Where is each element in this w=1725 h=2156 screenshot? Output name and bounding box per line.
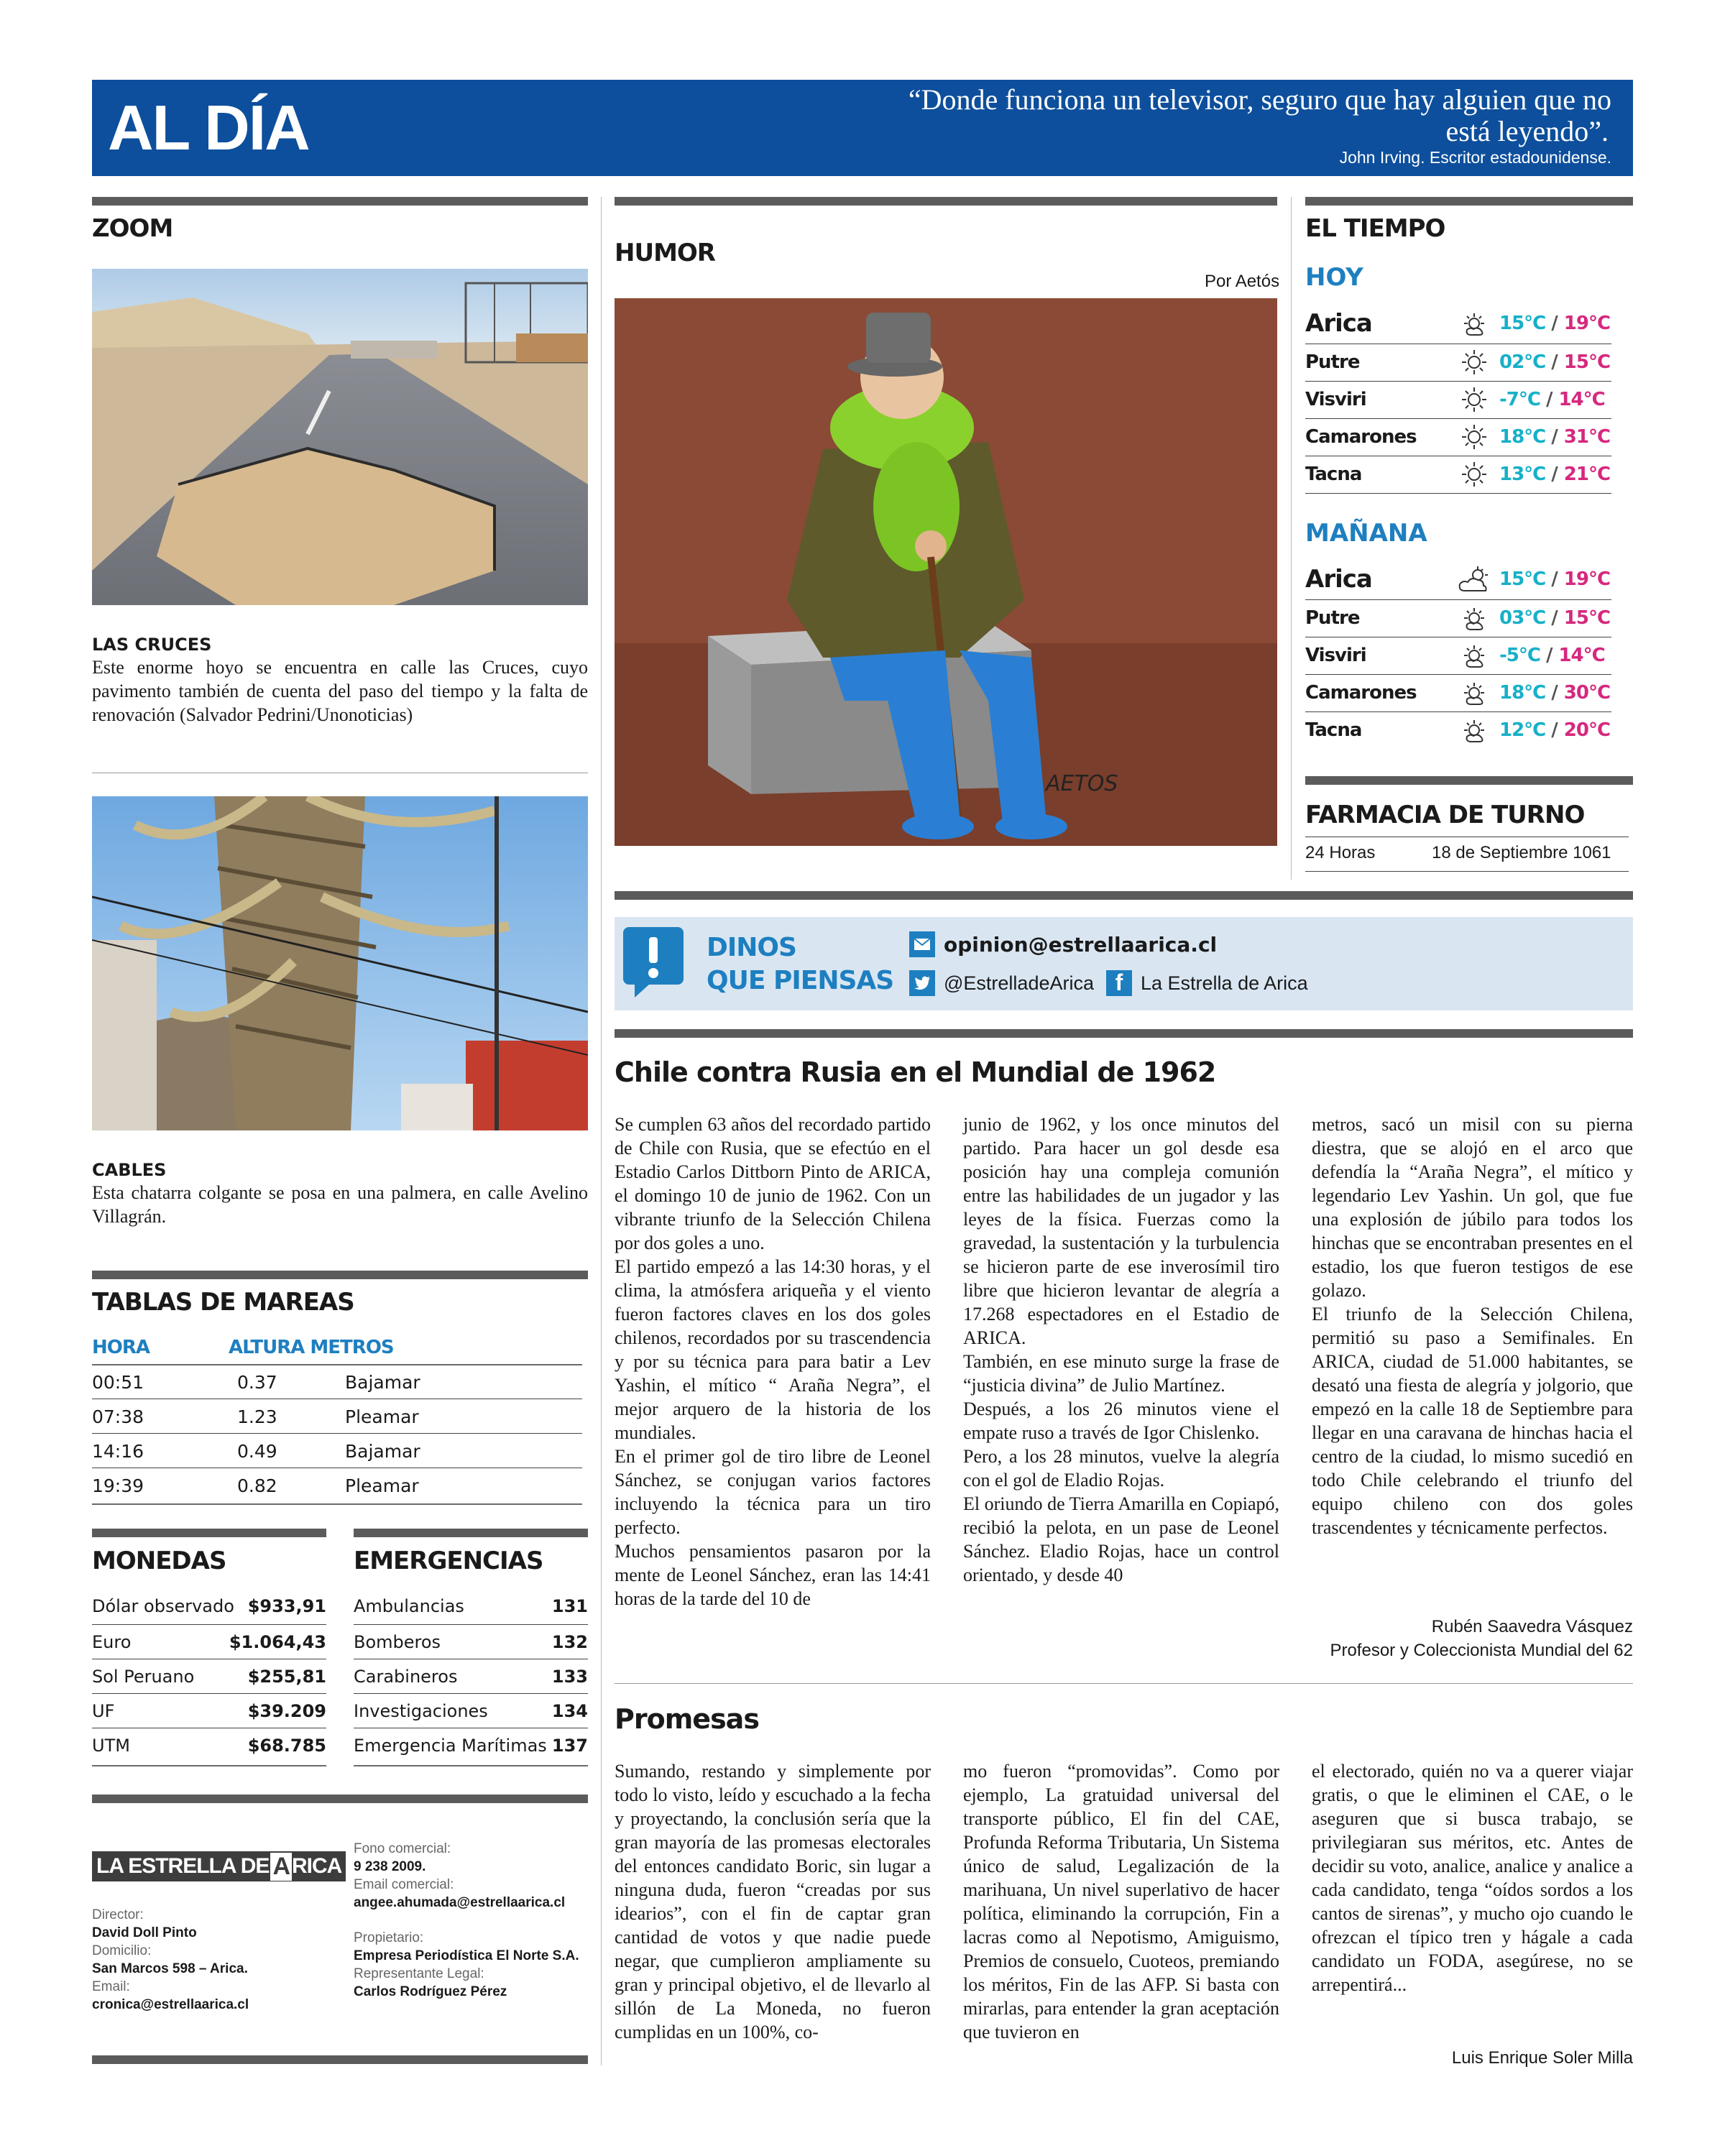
temp-max: 19°C	[1563, 313, 1611, 334]
email-label: Email:	[92, 1979, 130, 1994]
opinion-email-link[interactable]	[909, 931, 1217, 957]
section-header	[92, 80, 1633, 176]
tide-type: Bajamar	[345, 1440, 420, 1462]
opinion-title-line1: DINOS	[707, 933, 796, 962]
article2-title: Promesas	[615, 1703, 759, 1735]
emergencies-heading: EMERGENCIAS	[354, 1547, 543, 1575]
weather-city: Camarones	[1305, 426, 1417, 448]
weather-heading: EL TIEMPO	[1305, 214, 1445, 243]
currency-value: $933,91	[247, 1596, 326, 1616]
comm-email-label: Email comercial:	[354, 1877, 454, 1892]
palm-cables-photo	[92, 796, 588, 1130]
emergency-name: Bomberos	[354, 1632, 441, 1652]
emergency-number: 133	[551, 1667, 588, 1687]
tide-hour: 07:38	[92, 1406, 144, 1427]
article2-column-3: el electorado, quién no va a querer viajar gratis, o que le eliminen el CAE, o le aseguren que si busca trabajo, se privilegiaran sus méritos, etc. Antes de decidir su voto, analice, analice y analice a cada candidato, tenga “oídos sordos a los cantos de sirenas”, y mucho ojo cuando le ofrezcan el típico tren y hágale a cada candidato un FODA, asegúrese, no se arrepentirá...	[1312, 1761, 1633, 1995]
weather-city: Tacna	[1305, 719, 1362, 741]
logo-letter: A	[270, 1853, 292, 1881]
temp-max: 15°C	[1563, 351, 1611, 373]
cartoon-byline: Por Aetós	[1205, 272, 1280, 291]
tide-height: 0.49	[237, 1440, 277, 1462]
newspaper-logo	[92, 1851, 346, 1881]
mail-icon	[909, 931, 935, 957]
temp-min: 18°C	[1499, 426, 1546, 448]
email-value: cronica@estrellaarica.cl	[92, 1997, 249, 2012]
emergency-number: 132	[551, 1632, 588, 1652]
partly-sunny-icon	[1449, 717, 1499, 743]
table-row	[354, 1695, 588, 1728]
photo1-caption: Este enorme hoyo se encuentra en calle las Cruces, cuyo pavimento también de cuenta del paso del tiempo y la falta de renovación (Salvador Pedrini/Unonoticias)	[92, 657, 588, 725]
temp-max: 31°C	[1563, 426, 1611, 448]
legal-label: Representante Legal:	[354, 1966, 484, 1981]
tide-hour: 14:16	[92, 1440, 144, 1462]
tide-type: Pleamar	[345, 1406, 419, 1427]
twitter-link[interactable]	[909, 970, 1094, 996]
article2-column-1: Sumando, restando y simplemente por todo lo visto, leído y escuchado a la fecha y proyectando, la conclusión sería que la gran mayoría de las promesas electorales del entonces candidato Boric, sin lugar a ninguna duda, fueron “creadas por sus idearios”, con el fin de captar gran cantidad de votos y que nadie puede negar, que cumplieron ampliamente su gran y principal objetivo, el de llevarlo al sillón de La Moneda, no fueron cumplidas en un 100%, co-	[615, 1761, 931, 2042]
emergency-name: Investigaciones	[354, 1701, 488, 1721]
table-row	[354, 1590, 588, 1623]
tide-type: Bajamar	[345, 1371, 420, 1393]
table-row	[92, 1400, 582, 1433]
table-row	[92, 1660, 326, 1693]
credits-right	[354, 1840, 579, 2001]
tide-type: Pleamar	[345, 1475, 419, 1496]
temp-min: 13°C	[1499, 464, 1546, 485]
director-label: Director:	[92, 1907, 144, 1922]
tide-height: 0.82	[237, 1475, 277, 1496]
sun-icon	[1449, 423, 1499, 451]
section-title: AL DÍA	[108, 92, 309, 163]
currency-value: $1.064,43	[229, 1632, 326, 1652]
weather-city: Tacna	[1305, 464, 1362, 485]
currency-name: UF	[92, 1701, 115, 1721]
emergency-number: 134	[551, 1701, 588, 1721]
weather-row: Tacna 13°C / 21°C	[1305, 457, 1611, 492]
comm-email-value: angee.ahumada@estrellaarica.cl	[354, 1895, 566, 1910]
opinion-banner	[615, 917, 1633, 1010]
partly-sunny-icon	[1449, 680, 1499, 706]
humor-cartoon	[615, 298, 1277, 846]
weather-row: Putre 03°C / 15°C	[1305, 601, 1611, 635]
sun-icon	[1449, 386, 1499, 413]
opinion-email: opinion@estrellaarica.cl	[944, 932, 1218, 957]
temp-min: 15°C	[1499, 568, 1546, 590]
weather-city: Camarones	[1305, 682, 1417, 704]
owner-label: Propietario:	[354, 1930, 424, 1945]
tide-height: 1.23	[237, 1406, 277, 1427]
partly-sunny-icon	[1449, 605, 1499, 631]
article1-title: Chile contra Rusia en el Mundial de 1962	[615, 1056, 1216, 1088]
tide-hour: 00:51	[92, 1371, 144, 1393]
currencies-heading: MONEDAS	[92, 1547, 226, 1575]
weather-city: Arica	[1305, 565, 1372, 594]
partly-sunny-icon	[1449, 642, 1499, 668]
temp-min: -7°C	[1499, 389, 1540, 410]
currency-name: Dólar observado	[92, 1596, 234, 1616]
temp-min: -5°C	[1499, 645, 1540, 666]
twitter-handle: @EstrelladeArica	[944, 972, 1094, 994]
photo1-title: LAS CRUCES	[92, 635, 212, 655]
weather-today-label: HOY	[1305, 263, 1363, 292]
sun-icon	[1449, 461, 1499, 488]
cartoon-signature: AETOS	[1046, 771, 1118, 796]
weather-row: Arica 15°C / 19°C	[1305, 565, 1611, 594]
tides-col-height: ALTURA METROS	[229, 1337, 394, 1358]
humor-heading: HUMOR	[615, 239, 715, 267]
table-row	[92, 1590, 326, 1623]
article1-column-2: junio de 1962, y los once minutos del partido. Para hacer un gol desde esa posición hay una compleja comunión entre las habilidades de un jugador y las leyes de la física. Fuerzas como la gravedad, la sustentación y la turbulencia se hicieron parte de ese inverosímil tiro libre que hicieron levantar de alegría a 17.268 espectadores en el Estadio de ARICA. También, en ese minuto surge la frase de “justicia divina” de Julio Martínez. Después, a los 26 minutos viene el empate ruso a través de Igor Chislenko. Pero, a los 28 minutos, vuelve la alegría con el gol de Eladio Rojas. El oriundo de Tierra Amarilla en Copiapó, recibió la pelota, en un pase de Leonel Sánchez. Eladio Rojas, hace un control orientado, y desde 40	[963, 1114, 1279, 1585]
tides-col-hour: HORA	[92, 1337, 150, 1358]
legal-value: Carlos Rodríguez Pérez	[354, 1984, 507, 1999]
credits-left	[92, 1906, 249, 2014]
weather-row: Putre 02°C / 15°C	[1305, 345, 1611, 379]
twitter-icon	[909, 970, 935, 996]
table-row	[354, 1729, 588, 1762]
weather-city: Visviri	[1305, 645, 1366, 666]
pharmacy-heading: FARMACIA DE TURNO	[1305, 801, 1585, 829]
article1-column-1: Se cumplen 63 años del recordado partido de Chile con Rusia, que se efectúo en el Estadio Carlos Dittborn Pinto de ARICA, el domingo 10 de junio de 1962. Con un vibrante triunfo de la Selección Chilena por dos goles a uno. El partido empezó a las 14:30 horas, y el clima, la atmósfera ariqueña y el viento fueron factores claves en los dos goles chilenos, recordados por su trascendencia y por su técnica para para batir a Lev Yashin, el mítico “ Araña Negra”, el mejor arquero de la historia de los mundiales. En el primer gol de tiro libre de Leonel Sánchez, se conjugan varios factores incluyendo la técnica para un tiro perfecto. Muchos pensamientos pasaron por la mente de Leonel Sánchez, eran las 14:41 horas de la tarde del 10 de	[615, 1114, 931, 1609]
address-label: Domicilio:	[92, 1943, 152, 1958]
table-row	[92, 1729, 326, 1762]
cloudy-icon	[1449, 566, 1499, 592]
tides-heading: TABLAS DE MAREAS	[92, 1288, 354, 1317]
temp-max: 30°C	[1563, 682, 1611, 704]
article2-column-2: mo fueron “promovidas”. Como por ejemplo, La gratuidad universal del transporte público, El fin del CAE, Profunda Reforma Tributaria, Un Sistema único de salud, Legalización de la marihuana, Un nivel superlativo de hacer política, eliminando la corrupción, Fin a lacras como al Nepotismo, Amiguismo, Premios de consuelo, Cuoteos, premiando los méritos, Fin de las AFP. Si basta con mirarlas, para entender la gran aceptación que tuvieron en	[963, 1761, 1279, 2042]
emergency-number: 131	[551, 1596, 588, 1616]
article1-column-3: metros, sacó un misil con su pierna diestra, que se alojó en el arco que defendía la “Araña Negra”, el mítico y legendario Lev Yashin. Un gol, que fue una explosión de júbilo para todos los hinchas que se encontraban presentes en el estadio, los que fueron testigos de ese golazo. El triunfo de la Selección Chilena, permitió su paso a Semifinales. En ARICA, ciudad de 51.000 habitantes, se desató una fiesta de alegría y jolgorio, que empezó en la calle 18 de Septiembre para llegar en una caravana de hinchas hacia el centro de la ciudad, lo mismo sucedió en todo Chile celebrando el triunfo del equipo chileno con dos goles trascendentes y técnicamente perfectos.	[1312, 1114, 1633, 1538]
temp-max: 20°C	[1563, 719, 1611, 741]
weather-row: Visviri -7°C / 14°C	[1305, 382, 1611, 417]
photo2-title: CABLES	[92, 1160, 167, 1180]
weather-row: Visviri -5°C / 14°C	[1305, 638, 1611, 673]
temp-max: 19°C	[1563, 568, 1611, 590]
article2-author: Luis Enrique Soler Milla	[1451, 2048, 1633, 2068]
table-row	[92, 1626, 326, 1659]
currency-value: $39.209	[247, 1701, 326, 1721]
address-value: San Marcos 598 – Arica.	[92, 1961, 248, 1976]
exclamation-icon	[623, 927, 684, 1003]
currency-value: $255,81	[247, 1667, 326, 1687]
table-row	[92, 1695, 326, 1728]
phone-value: 9 238 2009.	[354, 1859, 426, 1874]
partly-sunny-icon	[1449, 310, 1499, 336]
temp-max: 15°C	[1563, 607, 1611, 629]
weather-row: Camarones 18°C / 31°C	[1305, 420, 1611, 454]
article1-author-role: Profesor y Coleccionista Mundial del 62	[1330, 1641, 1633, 1660]
emergency-name: Ambulancias	[354, 1596, 464, 1616]
weather-city: Visviri	[1305, 389, 1366, 410]
table-row	[92, 1365, 582, 1399]
quote-author: John Irving. Escritor estadounidense.	[1339, 148, 1611, 167]
article1-author: Rubén Saavedra Vásquez	[1431, 1617, 1633, 1636]
weather-tomorrow-label: MAÑANA	[1305, 519, 1427, 548]
temp-min: 15°C	[1499, 313, 1546, 334]
quote-line-2: está leyendo”.	[1445, 115, 1609, 147]
temp-max: 14°C	[1558, 389, 1605, 410]
table-row	[354, 1626, 588, 1659]
table-row	[92, 1434, 582, 1468]
table-row	[354, 1660, 588, 1693]
phone-label: Fono comercial:	[354, 1841, 451, 1856]
temp-min: 03°C	[1499, 607, 1546, 629]
temp-min: 18°C	[1499, 682, 1546, 704]
photo2-caption: Esta chatarra colgante se posa en una palmera, en calle Avelino Villagrán.	[92, 1182, 588, 1227]
weather-city: Arica	[1305, 309, 1372, 338]
director-name: David Doll Pinto	[92, 1925, 197, 1940]
facebook-name: La Estrella de Arica	[1141, 972, 1308, 994]
temp-max: 14°C	[1558, 645, 1605, 666]
zoom-heading: ZOOM	[92, 214, 173, 243]
logo-text-1: LA ESTRELLA DE	[96, 1854, 270, 1878]
weather-row: Camarones 18°C / 30°C	[1305, 676, 1611, 710]
weather-city: Putre	[1305, 351, 1360, 373]
temp-max: 21°C	[1563, 464, 1611, 485]
tide-hour: 19:39	[92, 1475, 144, 1496]
temp-min: 12°C	[1499, 719, 1546, 741]
opinion-title-line2: QUE PIENSAS	[707, 966, 894, 995]
emergency-name: Carabineros	[354, 1667, 458, 1687]
facebook-link[interactable]	[1106, 970, 1308, 996]
table-row	[92, 1469, 582, 1502]
emergency-name: Emergencia Marítimas	[354, 1736, 547, 1756]
weather-city: Putre	[1305, 607, 1360, 629]
temp-min: 02°C	[1499, 351, 1546, 373]
opinion-title	[707, 931, 893, 998]
weather-row: Tacna 12°C / 20°C	[1305, 713, 1611, 747]
pharmacy-hours: 24 Horas	[1305, 843, 1376, 862]
logo-text-2: RICA	[292, 1854, 342, 1878]
weather-row: Arica 15°C / 19°C	[1305, 309, 1611, 338]
tide-height: 0.37	[237, 1371, 277, 1393]
currency-name: Sol Peruano	[92, 1667, 195, 1687]
currency-value: $68.785	[247, 1736, 326, 1756]
quote-line-1: “Donde funciona un televisor, seguro que hay alguien que no	[908, 83, 1611, 116]
owner-value: Empresa Periodística El Norte S.A.	[354, 1948, 579, 1963]
emergency-number: 137	[551, 1736, 588, 1756]
currency-name: Euro	[92, 1632, 132, 1652]
road-pothole-photo	[92, 269, 588, 605]
sun-icon	[1449, 349, 1499, 376]
pharmacy-address: 18 de Septiembre 1061	[1432, 843, 1611, 862]
currency-name: UTM	[92, 1736, 130, 1756]
facebook-icon: f	[1106, 970, 1132, 996]
